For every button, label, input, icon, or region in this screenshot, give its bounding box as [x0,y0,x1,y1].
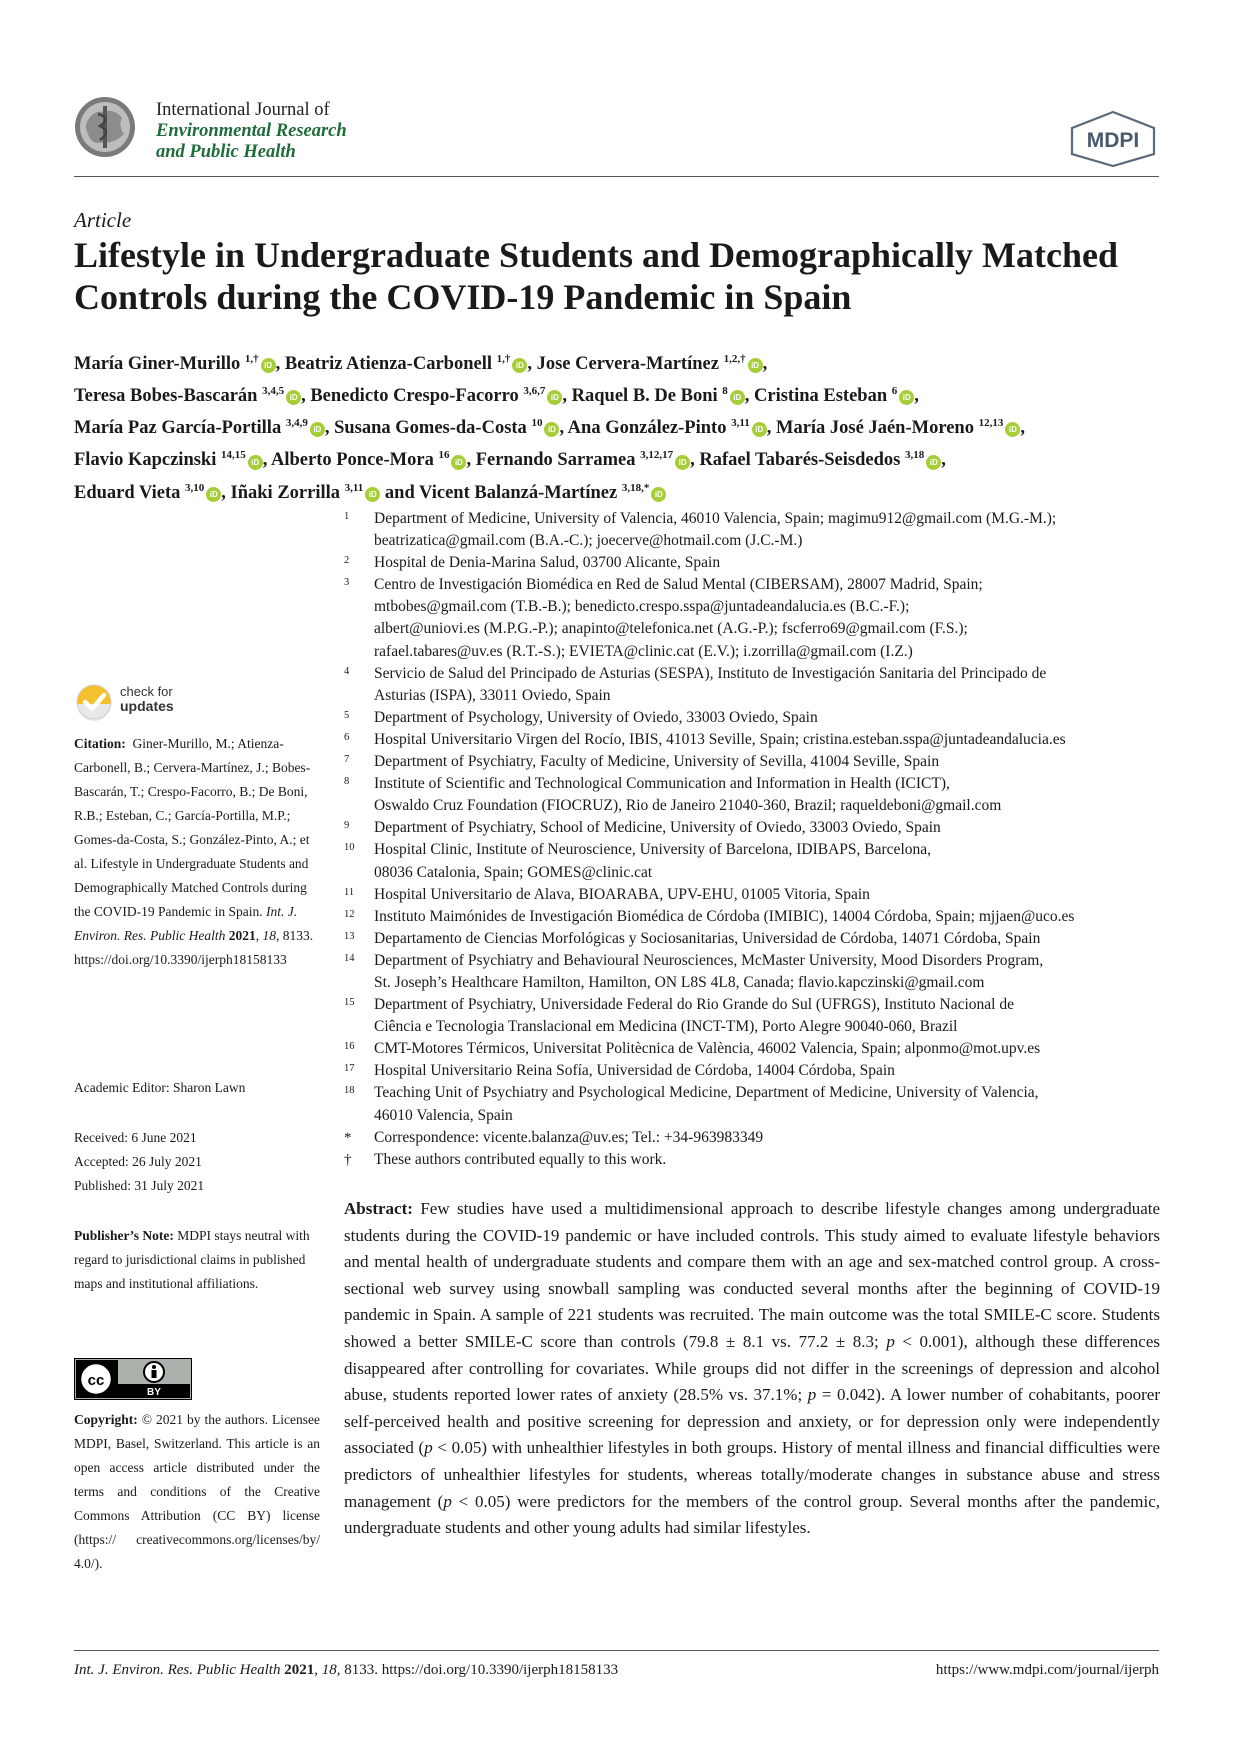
affiliation-line: Hospital de Denia-Marina Salud, 03700 Alicante, Spain [374,554,721,572]
author-name: Iñaki Zorrilla [230,482,341,503]
author-name: Vicent Balanzá-Martínez [419,482,618,503]
affiliation-number: 8 [344,776,350,788]
affiliation-line: Department of Medicine, University of Valencia, 46010 Valencia, Spain; magimu912@gmail.com (M.G.-M.); [374,510,1057,527]
author-name: María Paz García-Portilla [74,418,282,439]
svg-text:cc: cc [87,1372,105,1389]
affiliation-line: Department of Psychiatry, Faculty of Medicine, University of Sevilla, 41004 Seville, Spain [374,753,940,771]
author-list [74,346,1164,507]
journal-name-line1: International Journal of [156,100,330,120]
footer-year: 2021 [284,1662,315,1678]
orcid-icon[interactable]: iD [730,390,745,405]
affiliation-number: 16 [344,1041,355,1053]
abstract [344,1196,1160,1542]
orcid-icon[interactable]: iD [675,455,690,470]
abstract-p-2: p [807,1385,817,1405]
orcid-icon[interactable]: iD [752,422,767,437]
affiliation-number: 11 [344,886,355,898]
affiliation-number: 2 [344,555,350,567]
affiliation-line: Hospital Clinic, Institute of Neuroscience, University of Barcelona, IDIBAPS, Barcelona, [374,841,932,859]
affiliation-item [344,1082,1164,1126]
author-separator: , [914,386,919,407]
affiliation-item [344,707,1164,729]
footer-divider [74,1650,1159,1651]
author-name: Flavio Kapczinski [74,450,217,471]
affiliation-number: 5 [344,709,350,721]
orcid-icon[interactable]: iD [926,455,941,470]
author-separator: , [527,354,537,375]
author-affiliation-marker: 3,10 [185,481,205,494]
author-affiliation-marker: 12,13 [978,417,1004,430]
affiliation-number: 6 [344,731,350,743]
academic-editor: Academic Editor: Sharon Lawn [74,1080,246,1095]
citation-volume: 18 [262,928,276,943]
affiliation-item [344,773,1164,817]
author-affiliation-marker: 1,2,† [723,353,746,365]
published-date: Published: 31 July 2021 [74,1178,205,1193]
abstract-text-4: < 0.05) with unhealthier lifestyles in both groups. History of mental illness and financial difficulties were predictors of unhealthier lifestyles for students, whereas totally/moderate changes in substance abuse and stress management ( [344,1438,1160,1511]
footer-journal: Int. J. Environ. Res. Public Health [74,1662,281,1678]
affiliation-item [344,663,1164,707]
affiliation-number: 13 [344,930,355,942]
footer-journal-url[interactable]: https://www.mdpi.com/journal/ijerph [935,1662,1159,1678]
article-type: Article [74,208,132,232]
cc-by-label: BY [147,1387,161,1398]
affiliation-item [344,950,1164,994]
affiliation-line: St. Joseph’s Healthcare Hamilton, Hamilton, ON L8S 4L8, Canada; flavio.kapczinski@gmail.com [374,973,985,991]
affiliation-line: CMT-Motores Térmicos, Universitat Politècnica de València, 46002 Valencia, Spain; alponmo@mot.upv.es [374,1040,1041,1058]
check-for-updates-line1: check for [120,684,173,699]
author-affiliation-marker: 6 [891,385,898,398]
check-for-updates[interactable] [120,684,174,714]
author-name: Alberto Ponce-Mora [270,450,434,471]
journal-logo [74,96,136,158]
affiliation-item [344,884,1164,906]
abstract-p-1: p [886,1331,895,1351]
abstract-text-5: < 0.05) were predictors for the members of the control group. Several months after the pandemic, undergraduate students and other young adults had similar lifestyles. [344,1491,1160,1538]
author-affiliation-marker: 3,12,17 [640,449,674,462]
equal-contribution-symbol: † [344,1151,352,1168]
affiliation-item [344,729,1164,751]
copyright-notice [74,1408,320,1576]
orcid-icon[interactable]: iD [286,390,301,405]
orcid-icon[interactable]: iD [547,390,562,405]
abstract-p-3: p [424,1438,433,1458]
author-name: Beatriz Atienza-Carbonell [284,354,492,375]
affiliation-item [344,839,1164,883]
affiliation-line: Teaching Unit of Psychiatry and Psychological Medicine, Department of Medicine, University of Valencia, [374,1084,1039,1102]
affiliation-line: Oswaldo Cruz Foundation (FIOCRUZ), Rio de Janeiro 21040-360, Brazil; raqueldeboni@gmail.com [374,797,1002,815]
orcid-icon[interactable]: iD [451,455,466,470]
footer-citation: Int. J. Environ. Res. Public Health 2021, 18, 8133. https://doi.org/10.3390/ijerph18158133 [74,1662,619,1678]
abstract-text-2: < 0.001), although these differences disappeared after controlling for covariates. While groups did not differ in the screenings of depression and alcohol abuse, students reported lower rates of anxiety (28.5% vs. 37.1%; [344,1331,1160,1405]
citation-doi[interactable]: , 8133. https://doi.org/10.3390/ijerph18158133 [74,928,314,967]
author-affiliation-marker: 3,11 [731,417,750,430]
abstract-text-3: = 0.042). A lower number of cohabitants, poorer self-perceived health and positive screening for depression and anxiety, or for depression only were independently associated ( [344,1385,1160,1458]
author-name: Raquel B. De Boni [571,386,718,407]
affiliation-number: 14 [344,952,355,964]
equal-contribution-text: These authors contributed equally to this work. [374,1150,667,1168]
orcid-icon[interactable]: iD [1005,422,1020,437]
affiliation-item [344,817,1164,839]
author-separator: , [262,450,271,471]
orcid-icon[interactable]: iD [261,358,276,373]
affiliation-number: 18 [344,1085,355,1097]
author-affiliation-marker: 3,6,7 [523,385,546,398]
author-name: María José Jaén-Moreno [775,418,974,439]
affiliation-line: mtbobes@gmail.com (T.B.-B.); benedicto.crespo.sspa@juntadeandalucia.es (B.C.-F.); [374,598,910,616]
affiliation-item [344,928,1164,950]
affiliation-line: Department of Psychiatry, Universidade Federal do Rio Grande do Sul (UFRGS), Instituto Nacional de [374,996,1014,1014]
orcid-icon[interactable]: iD [748,358,763,373]
affiliation-item [344,906,1164,928]
journal-name-line2: Environmental Research [156,121,347,141]
affiliation-number: 4 [344,665,350,677]
affiliation-line: Ciência e Tecnologia Translacional em Medicina (INCT-TM), Porto Alegre 90040-060, Brazil [374,1018,958,1036]
mdpi-logo [1068,110,1158,168]
citation-journal: Int. J. Environ. Res. Public Health [74,904,298,943]
author-separator: , [324,418,335,439]
abstract-text-1: Few studies have used a multidimensional approach to describe lifestyle changes among undergraduate students during the COVID-19 pandemic or have included controls. This study aimed to evaluate lifestyle behaviors and mental health of undergraduate students and compare them with an age and sex-matched control group. A cross-sectional web survey using snowball sampling was conducted several months after the beginning of COVID-19 pandemic in Spain. A sample of 221 students was recruited. The main outcome was the total SMILE-C score. Students showed a better SMILE-C score than controls (79.8 ± 8.1 vs. 77.2 ± 8.3; [344,1199,1161,1351]
author-name: Susana Gomes-da-Costa [334,418,527,439]
author-affiliation-marker: 16 [438,449,450,462]
citation-text: Giner-Murillo, M.; Atienza-Carbonell, B.; Cervera-Martínez, J.; Bobes-Bascarán, T.; Crespo-Facorro, B.; De Boni, R.B.; Esteban, C.; García-Portilla, M.P.; Gomes-da-Costa, S.; González-Pinto, A.; et al. Lifestyle in Undergraduate Students and Demographically Matched Controls during the COVID-19 Pandemic in Spain. [74,736,311,919]
affiliation-number: 17 [344,1063,355,1075]
publisher-note-label: Publisher’s Note: [74,1228,174,1243]
author-name: Eduard Vieta [74,482,181,503]
citation-label: Citation: [74,736,126,751]
author-affiliation-marker: 8 [722,385,728,398]
affiliation-line: Department of Psychology, University of Oviedo, 33003 Oviedo, Spain [374,708,818,726]
affiliation-item [344,508,1164,552]
received-date: Received: 6 June 2021 [74,1130,197,1145]
affiliation-number: 1 [344,511,350,522]
affiliation-line: rafael.tabares@uv.es (R.T.-S.); EVIETA@clinic.cat (E.V.); i.zorrilla@gmail.com (I.Z.) [374,642,913,660]
author-name: Teresa Bobes-Bascarán [74,386,258,407]
author-affiliation-marker: 3,4,9 [285,417,308,430]
author-affiliation-marker: 3,11 [344,481,364,494]
check-for-updates-icon[interactable] [74,682,114,722]
correspondence-text[interactable]: Correspondence: vicente.balanza@uv.es; Tel.: +34-963983349 [374,1128,764,1146]
author-name: Cristina Esteban [754,386,888,407]
author-separator: , [466,450,476,471]
publication-dates [74,1126,324,1198]
affiliation-number: 9 [344,820,350,832]
journal-name [156,100,347,163]
footer-volume: 18 [321,1662,337,1678]
affiliation-line: Department of Psychiatry, School of Medicine, University of Oviedo, 33003 Oviedo, Spain [374,819,941,837]
affiliation-line: Servicio de Salud del Principado de Asturias (SESPA), Instituto de Investigación Sanitaria del Principado de [374,664,1047,682]
author-name: Rafael Tabarés-Seisdedos [699,450,901,471]
author-name: Fernando Sarramea [475,450,636,471]
affiliations [344,508,1164,1171]
affiliation-line: Instituto Maimónides de Investigación Biomédica de Córdoba (IMIBIC), 14004 Córdoba, Spain; mjjaen@uco.es [374,907,1075,925]
cc-by-license-badge[interactable] [74,1358,192,1400]
citation: Citation: Giner-Murillo, M.; Atienza-Carbonell, B.; Cervera-Martínez, J.; Bobes-Bascarán, T.; Crespo-Facorro, B.; De Boni, R.B.; Esteban, C.; García-Portilla, M.P.; Gomes-da-Costa, S.; González-Pinto, A.; et al. Lifestyle in Undergraduate Students and Demographically Matched Controls during the COVID-19 Pandemic in Spain. Int. J. Environ. Res. Public Health 2021, 18, 8133. https://doi.org/10.3390/ijerph18158133 [74,736,314,967]
author-affiliation-marker: 3,4,5 [262,385,285,398]
abstract-p-4: p [443,1491,452,1511]
author-separator: , [690,450,700,471]
author-separator: , [762,354,768,375]
affiliation-line: Departamento de Ciencias Morfológicas y Sociosanitarias, Universidad de Córdoba, 14071 Córdoba, Spain [374,929,1041,947]
orcid-icon[interactable]: iD [310,422,325,437]
orcid-icon[interactable]: iD [651,487,666,502]
orcid-icon[interactable]: iD [206,487,221,502]
author-name: Ana González-Pinto [567,418,727,439]
orcid-icon[interactable]: iD [365,487,380,502]
affiliation-number: 12 [344,908,355,920]
orcid-icon[interactable]: iD [899,390,914,405]
mdpi-logo-text: MDPI [1086,129,1140,152]
publisher-note-text: MDPI stays neutral with regard to jurisdictional claims in published maps and institutional affiliations. [74,1228,310,1291]
affiliation-item [344,751,1164,773]
author-name: Jose Cervera-Martínez [536,354,719,375]
affiliation-number: 15 [344,997,355,1009]
author-name: María Giner-Murillo [74,354,241,375]
author-separator: , [941,450,946,471]
affiliation-line: Asturias (ISPA), 33011 Oviedo, Spain [374,686,611,704]
header-divider [74,176,1159,177]
journal-name-line3: and Public Health [156,142,296,162]
copyright-text: © 2021 by the authors. Licensee MDPI, Basel, Switzerland. This article is an open access article distributed under the terms and conditions of the Creative Commons Attribution (CC BY) license (https:// creativecommons.org/licenses/by/ 4.0/). [74,1412,320,1571]
affiliation-line: beatrizatica@gmail.com (B.A.-C.); joecerve@hotmail.com (J.C.-M.) [374,532,803,550]
author-separator: , [301,386,311,407]
affiliation-line: Department of Psychiatry and Behavioural Neurosciences, McMaster University, Mood Disorders Program, [374,951,1044,969]
affiliation-line: 08036 Catalonia, Spain; GOMES@clinic.cat [374,863,653,881]
author-separator: , [1020,418,1025,439]
author-separator: , [744,386,754,407]
author-affiliation-marker: 1,† [496,353,511,365]
affiliation-line: Hospital Universitario de Alava, BIOARABA, UPV-EHU, 01005 Vitoria, Spain [374,885,870,903]
orcid-icon[interactable]: iD [544,422,559,437]
affiliation-line: Centro de Investigación Biomédica en Red de Salud Mental (CIBERSAM), 28007 Madrid, Spain; [374,576,983,594]
author-separator: , [766,418,776,439]
affiliation-line: 46010 Valencia, Spain [374,1106,513,1124]
author-separator: and [380,482,420,503]
abstract-label: Abstract: [344,1199,413,1218]
affiliation-line: albert@uniovi.es (M.P.G.-P.); anapinto@telefonica.net (A.G.-P.); fscferro69@gmail.com (F.S.); [374,620,968,638]
citation-year: 2021 [228,928,256,943]
equal-contribution-note [344,1149,1164,1171]
correspondence-symbol: * [344,1129,352,1146]
orcid-icon[interactable]: iD [512,358,527,373]
affiliation-item [344,1060,1164,1082]
affiliation-number: 10 [344,842,355,854]
author-name: Benedicto Crespo-Facorro [310,386,519,407]
affiliation-line: Hospital Universitario Virgen del Rocío, IBIS, 41013 Seville, Spain; cristina.esteban.sspa@juntadeandalucia.es [374,730,1066,748]
orcid-icon[interactable]: iD [248,455,263,470]
author-affiliation-marker: 14,15 [221,449,246,462]
publisher-note [74,1224,324,1296]
copyright-label: Copyright: [74,1412,138,1427]
affiliation-line: Institute of Scientific and Technological Communication and Information in Health (ICICT), [374,775,950,793]
author-affiliation-marker: 10 [531,417,543,430]
author-separator: , [559,418,568,439]
author-affiliation-marker: 3,18,* [621,481,650,494]
author-affiliation-marker: 1,† [244,353,259,365]
author-separator: , [562,386,572,407]
affiliation-line: Hospital Universitario Reina Sofía, Universidad de Córdoba, 14004 Córdoba, Spain [374,1062,895,1080]
affiliation-item [344,994,1164,1038]
affiliation-item [344,574,1164,662]
check-for-updates-line2: updates [120,698,174,714]
affiliation-number: 3 [344,577,350,589]
author-affiliation-marker: 3,18 [904,449,925,462]
affiliation-item [344,552,1164,574]
author-separator: , [275,354,285,375]
article-title: Lifestyle in Undergraduate Students and Demographically Matched Controls during the COVID-19 Pandemic in Spain [74,235,1118,317]
correspondence [344,1127,1164,1149]
accepted-date: Accepted: 26 July 2021 [74,1154,202,1169]
author-separator: , [221,482,231,503]
affiliation-number: 7 [344,754,350,766]
footer-doi[interactable]: , 8133. https://doi.org/10.3390/ijerph18158133 [336,1662,619,1678]
affiliation-item [344,1038,1164,1060]
